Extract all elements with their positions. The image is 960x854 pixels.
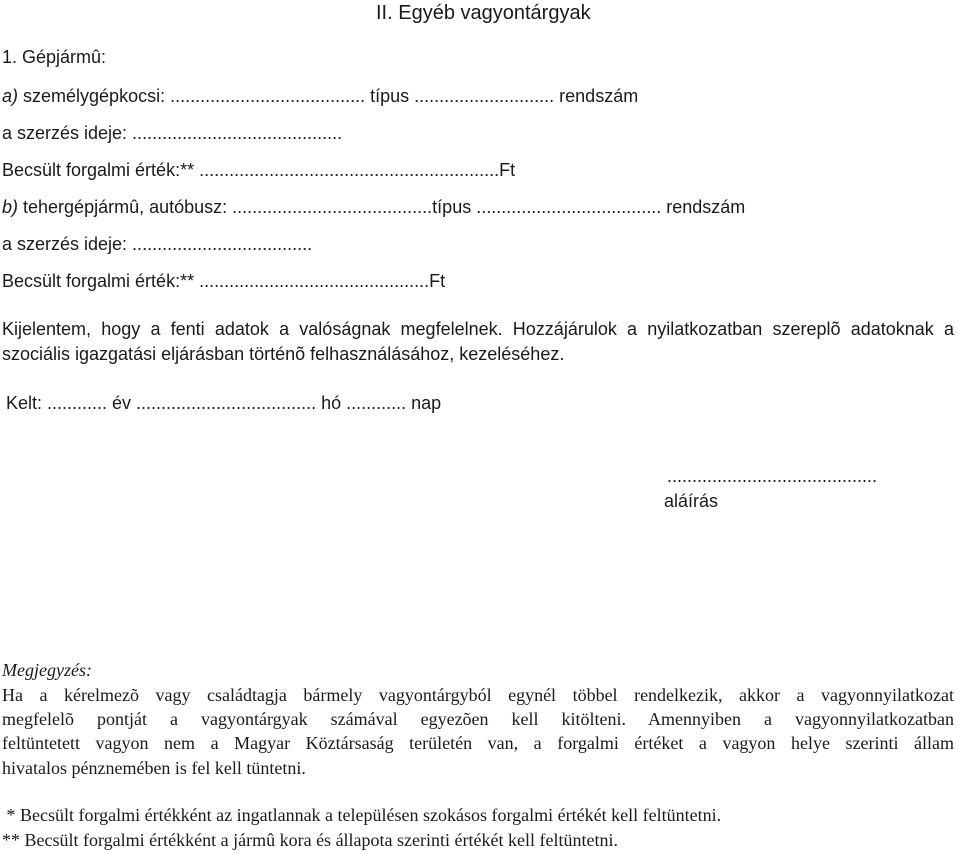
note-heading: Megjegyzés: (2, 660, 92, 680)
vehicle-a-prefix: a) (2, 86, 19, 106)
footnote-1: * Becsült forgalmi értékként az ingatlannak a településen szokásos forgalmi értékét kell feltüntetni. (2, 805, 722, 825)
section-heading: 1. Gépjármû: (2, 47, 107, 67)
footnote-2: ** Becsült forgalmi értékként a jármû kora és állapota szerinti értékét kell feltüntetni. (2, 830, 618, 850)
vehicle-a-date: a szerzés ideje: .......................................... (2, 123, 343, 143)
vehicle-a-text: személygépkocsi: ....................................... típus ............................ rendszám (18, 86, 639, 106)
signature-dots: .......................................... (667, 466, 878, 486)
page-title: II. Egyéb vagyontárgyak (376, 2, 591, 24)
declaration-line-1: Kijelentem, hogy a fenti adatok a valóságnak megfelelnek. Hozzájárulok a nyilatkozatban szereplõ adatoknak a (2, 319, 954, 339)
vehicle-b-date: a szerzés ideje: .................................... (2, 234, 313, 254)
vehicle-b-line (2, 198, 745, 216)
vehicle-a-value: Becsült forgalmi érték:** ............................................................Ft (2, 160, 516, 180)
date-line: Kelt: ............ év .................................... hó ............ nap (6, 393, 442, 413)
note-line-3: feltüntetett vagyon nem a Magyar Köztársaság területén van, a forgalmi értéket a vagyon helye szerinti állam (2, 733, 954, 753)
signature-label: aláírás (664, 491, 719, 511)
note-line-4: hivatalos pénznemében is fel kell tüntetni. (2, 758, 306, 778)
declaration-line-2: szociális igazgatási eljárásban történõ felhasználásához, kezeléséhez. (2, 344, 565, 364)
vehicle-b-prefix: b) (2, 197, 19, 217)
vehicle-a-line (2, 87, 638, 105)
note-line-2: megfelelõ pontját a vagyontárgyak számával egyezõen kell kitölteni. Amennyiben a vagyonnyilatkozatban (2, 709, 954, 729)
vehicle-b-value: Becsült forgalmi érték:** ..............................................Ft (2, 271, 446, 291)
vehicle-b-text: tehergépjármû, autóbusz: ........................................típus ..................................... rendszám (18, 197, 746, 217)
note-line-1: Ha a kérelmezõ vagy családtagja bármely vagyontárgyból egynél többel rendelkezik, akkor a vagyonnyilatkozat (2, 685, 954, 705)
